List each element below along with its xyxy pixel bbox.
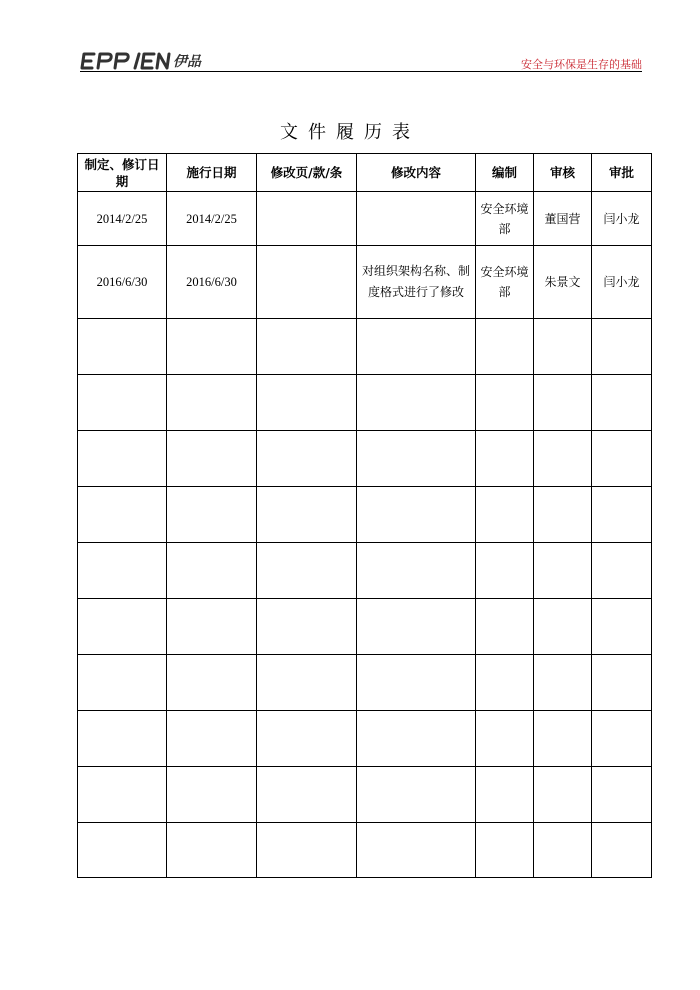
revision-date-cell bbox=[78, 823, 167, 878]
reviewer-cell bbox=[534, 655, 592, 711]
approver-cell bbox=[592, 599, 652, 655]
author-cell bbox=[476, 543, 534, 599]
effective-date-cell: 2014/2/25 bbox=[167, 192, 257, 246]
reviewer-cell: 董国营 bbox=[534, 192, 592, 246]
effective-date-cell: 2016/6/30 bbox=[167, 246, 257, 319]
modified-page-cell bbox=[257, 711, 357, 767]
table-row bbox=[78, 823, 652, 878]
reviewer-cell bbox=[534, 543, 592, 599]
approver-cell bbox=[592, 375, 652, 431]
modified-page-cell bbox=[257, 823, 357, 878]
approver-cell bbox=[592, 431, 652, 487]
approver-cell bbox=[592, 543, 652, 599]
author-cell bbox=[476, 711, 534, 767]
revision-date-cell bbox=[78, 375, 167, 431]
modification-content-cell: 对组织架构名称、制度格式进行了修改 bbox=[357, 246, 476, 319]
revision-date-cell bbox=[78, 767, 167, 823]
effective-date-cell bbox=[167, 823, 257, 878]
page-title: 文件履历表 bbox=[280, 122, 420, 144]
modification-content-cell bbox=[357, 192, 476, 246]
reviewer-cell bbox=[534, 431, 592, 487]
revision-date-cell bbox=[78, 543, 167, 599]
table-row bbox=[78, 319, 652, 375]
modified-page-cell bbox=[257, 767, 357, 823]
reviewer-cell bbox=[534, 767, 592, 823]
effective-date-cell bbox=[167, 767, 257, 823]
modified-page-cell bbox=[257, 543, 357, 599]
revision-date-cell: 2014/2/25 bbox=[78, 192, 167, 246]
revision-date-cell bbox=[78, 599, 167, 655]
approver-cell: 闫小龙 bbox=[592, 246, 652, 319]
table-row bbox=[78, 246, 652, 319]
revision-date-cell bbox=[78, 431, 167, 487]
table-row bbox=[78, 599, 652, 655]
modified-page-cell bbox=[257, 487, 357, 543]
reviewer-cell bbox=[534, 823, 592, 878]
reviewer-cell bbox=[534, 375, 592, 431]
author-cell bbox=[476, 823, 534, 878]
svg-text:伊品: 伊品 bbox=[173, 54, 201, 70]
effective-date-cell bbox=[167, 599, 257, 655]
modification-content-cell bbox=[357, 319, 476, 375]
modification-content-cell bbox=[357, 543, 476, 599]
company-logo bbox=[80, 50, 210, 72]
revision-date-cell bbox=[78, 487, 167, 543]
document-history-table bbox=[77, 153, 652, 878]
column-header-modification-content: 修改内容 bbox=[357, 154, 476, 192]
modified-page-cell bbox=[257, 599, 357, 655]
table-row bbox=[78, 375, 652, 431]
column-header-modified-page: 修改页/款/条 bbox=[257, 154, 357, 192]
author-cell bbox=[476, 655, 534, 711]
modification-content-cell bbox=[357, 487, 476, 543]
table-row bbox=[78, 192, 652, 246]
author-cell bbox=[476, 767, 534, 823]
effective-date-cell bbox=[167, 487, 257, 543]
modified-page-cell bbox=[257, 319, 357, 375]
table-header-row bbox=[78, 154, 652, 192]
column-header-approver: 审批 bbox=[592, 154, 652, 192]
modification-content-cell bbox=[357, 599, 476, 655]
table-row bbox=[78, 767, 652, 823]
eppien-logo-icon bbox=[80, 50, 210, 72]
author-cell bbox=[476, 487, 534, 543]
approver-cell bbox=[592, 823, 652, 878]
effective-date-cell bbox=[167, 375, 257, 431]
modified-page-cell bbox=[257, 431, 357, 487]
column-header-reviewer: 审核 bbox=[534, 154, 592, 192]
header-divider bbox=[80, 71, 642, 72]
modified-page-cell bbox=[257, 375, 357, 431]
table-row bbox=[78, 711, 652, 767]
modification-content-cell bbox=[357, 767, 476, 823]
modified-page-cell bbox=[257, 655, 357, 711]
modification-content-cell bbox=[357, 431, 476, 487]
revision-date-cell: 2016/6/30 bbox=[78, 246, 167, 319]
modification-content-cell bbox=[357, 375, 476, 431]
column-header-revision-date: 制定、修订日期 bbox=[78, 154, 167, 192]
modified-page-cell bbox=[257, 246, 357, 319]
effective-date-cell bbox=[167, 543, 257, 599]
reviewer-cell bbox=[534, 319, 592, 375]
column-header-effective-date: 施行日期 bbox=[167, 154, 257, 192]
modification-content-cell bbox=[357, 823, 476, 878]
table-row bbox=[78, 543, 652, 599]
approver-cell bbox=[592, 487, 652, 543]
modification-content-cell bbox=[357, 655, 476, 711]
effective-date-cell bbox=[167, 655, 257, 711]
table-row bbox=[78, 431, 652, 487]
reviewer-cell bbox=[534, 487, 592, 543]
revision-date-cell bbox=[78, 711, 167, 767]
author-cell: 安全环境部 bbox=[476, 192, 534, 246]
author-cell: 安全环境部 bbox=[476, 246, 534, 319]
table-row bbox=[78, 487, 652, 543]
company-slogan: 安全与环保是生存的基础 bbox=[521, 58, 642, 71]
approver-cell bbox=[592, 711, 652, 767]
approver-cell bbox=[592, 319, 652, 375]
modification-content-cell bbox=[357, 711, 476, 767]
revision-date-cell bbox=[78, 655, 167, 711]
effective-date-cell bbox=[167, 319, 257, 375]
reviewer-cell bbox=[534, 599, 592, 655]
reviewer-cell bbox=[534, 711, 592, 767]
author-cell bbox=[476, 375, 534, 431]
approver-cell bbox=[592, 655, 652, 711]
approver-cell bbox=[592, 767, 652, 823]
effective-date-cell bbox=[167, 431, 257, 487]
effective-date-cell bbox=[167, 711, 257, 767]
reviewer-cell: 朱景文 bbox=[534, 246, 592, 319]
modified-page-cell bbox=[257, 192, 357, 246]
author-cell bbox=[476, 599, 534, 655]
author-cell bbox=[476, 319, 534, 375]
approver-cell: 闫小龙 bbox=[592, 192, 652, 246]
author-cell bbox=[476, 431, 534, 487]
revision-date-cell bbox=[78, 319, 167, 375]
column-header-author: 编制 bbox=[476, 154, 534, 192]
table-row bbox=[78, 655, 652, 711]
